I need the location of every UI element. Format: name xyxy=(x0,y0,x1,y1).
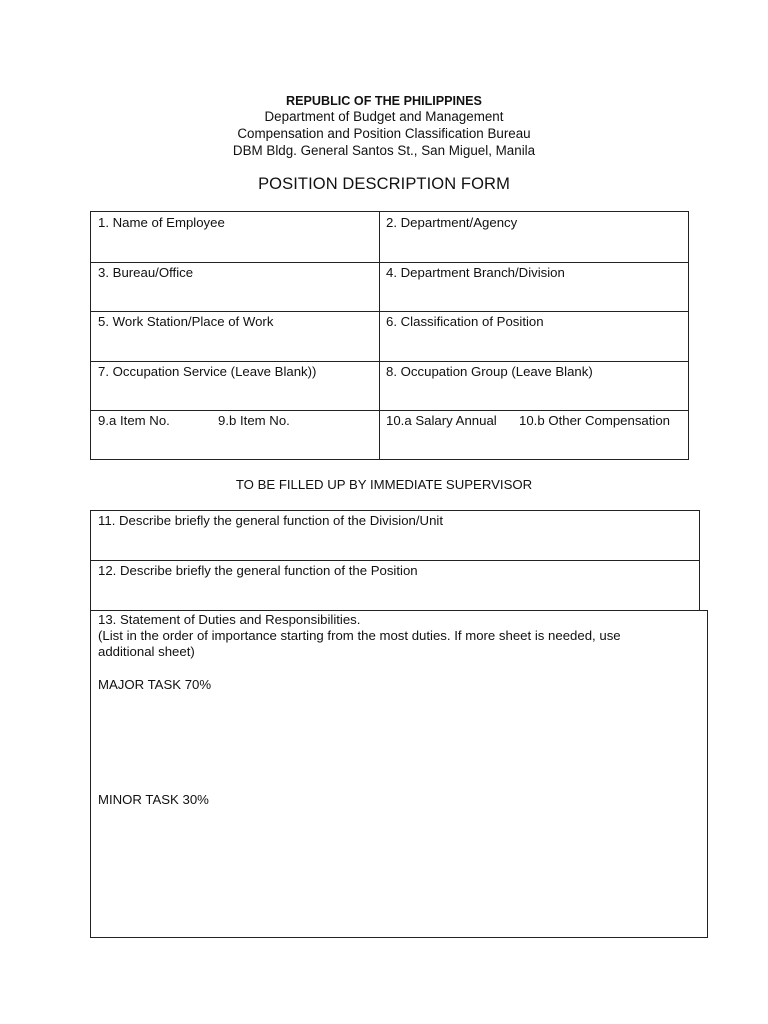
section-13-instruction-2: additional sheet) xyxy=(98,644,195,659)
field-label: 7. Occupation Service (Leave Blank)) xyxy=(98,364,317,379)
form-title: POSITION DESCRIPTION FORM xyxy=(258,175,510,193)
employee-info-table xyxy=(90,211,689,460)
field-label: 9.b Item No. xyxy=(218,413,290,428)
department-heading: Department of Budget and Management xyxy=(264,109,504,124)
address-heading: DBM Bldg. General Santos St., San Miguel, Manila xyxy=(232,143,536,158)
field-occupation-service[interactable] xyxy=(91,361,379,410)
field-department-branch[interactable] xyxy=(379,262,689,311)
field-label: 4. Department Branch/Division xyxy=(386,265,565,280)
section-11-division-function[interactable] xyxy=(90,510,700,561)
section-11-label: 11. Describe briefly the general function of the Division/Unit xyxy=(98,513,444,528)
bureau-heading: Compensation and Position Classification Bureau xyxy=(237,126,531,141)
field-item-no-b[interactable] xyxy=(211,410,379,460)
section-13-title: 13. Statement of Duties and Responsibilities. xyxy=(98,612,361,627)
major-task-label: MAJOR TASK 70% xyxy=(98,677,212,692)
field-other-compensation[interactable] xyxy=(512,410,689,460)
section-13-duties[interactable] xyxy=(90,610,708,938)
field-bureau-office[interactable] xyxy=(91,262,379,311)
field-occupation-group[interactable] xyxy=(379,361,689,410)
field-label: 6. Classification of Position xyxy=(386,314,544,329)
minor-task-label: MINOR TASK 30% xyxy=(98,792,209,807)
field-label: 5. Work Station/Place of Work xyxy=(98,314,274,329)
field-label: 3. Bureau/Office xyxy=(98,265,194,280)
field-label: 1. Name of Employee xyxy=(98,215,225,230)
supervisor-note: TO BE FILLED UP BY IMMEDIATE SUPERVISOR xyxy=(235,477,533,492)
field-item-no-a[interactable] xyxy=(91,410,211,460)
field-salary-annual[interactable] xyxy=(379,410,511,460)
field-label: 9.a Item No. xyxy=(98,413,170,428)
field-label: 8. Occupation Group (Leave Blank) xyxy=(386,364,593,379)
section-12-position-function[interactable] xyxy=(90,560,700,611)
field-label: 10.a Salary Annual xyxy=(386,413,497,428)
section-13-instruction-1: (List in the order of importance starting from the most duties. If more sheet is needed, use xyxy=(98,628,621,643)
field-name-of-employee[interactable] xyxy=(91,212,379,262)
field-work-station[interactable] xyxy=(91,311,379,361)
field-department-agency[interactable] xyxy=(379,212,689,262)
field-classification-of-position[interactable] xyxy=(379,311,689,361)
republic-heading: REPUBLIC OF THE PHILIPPINES xyxy=(286,94,482,108)
field-label: 2. Department/Agency xyxy=(386,215,518,230)
section-12-label: 12. Describe briefly the general function of the Position xyxy=(98,563,418,578)
field-label: 10.b Other Compensation xyxy=(519,413,671,428)
